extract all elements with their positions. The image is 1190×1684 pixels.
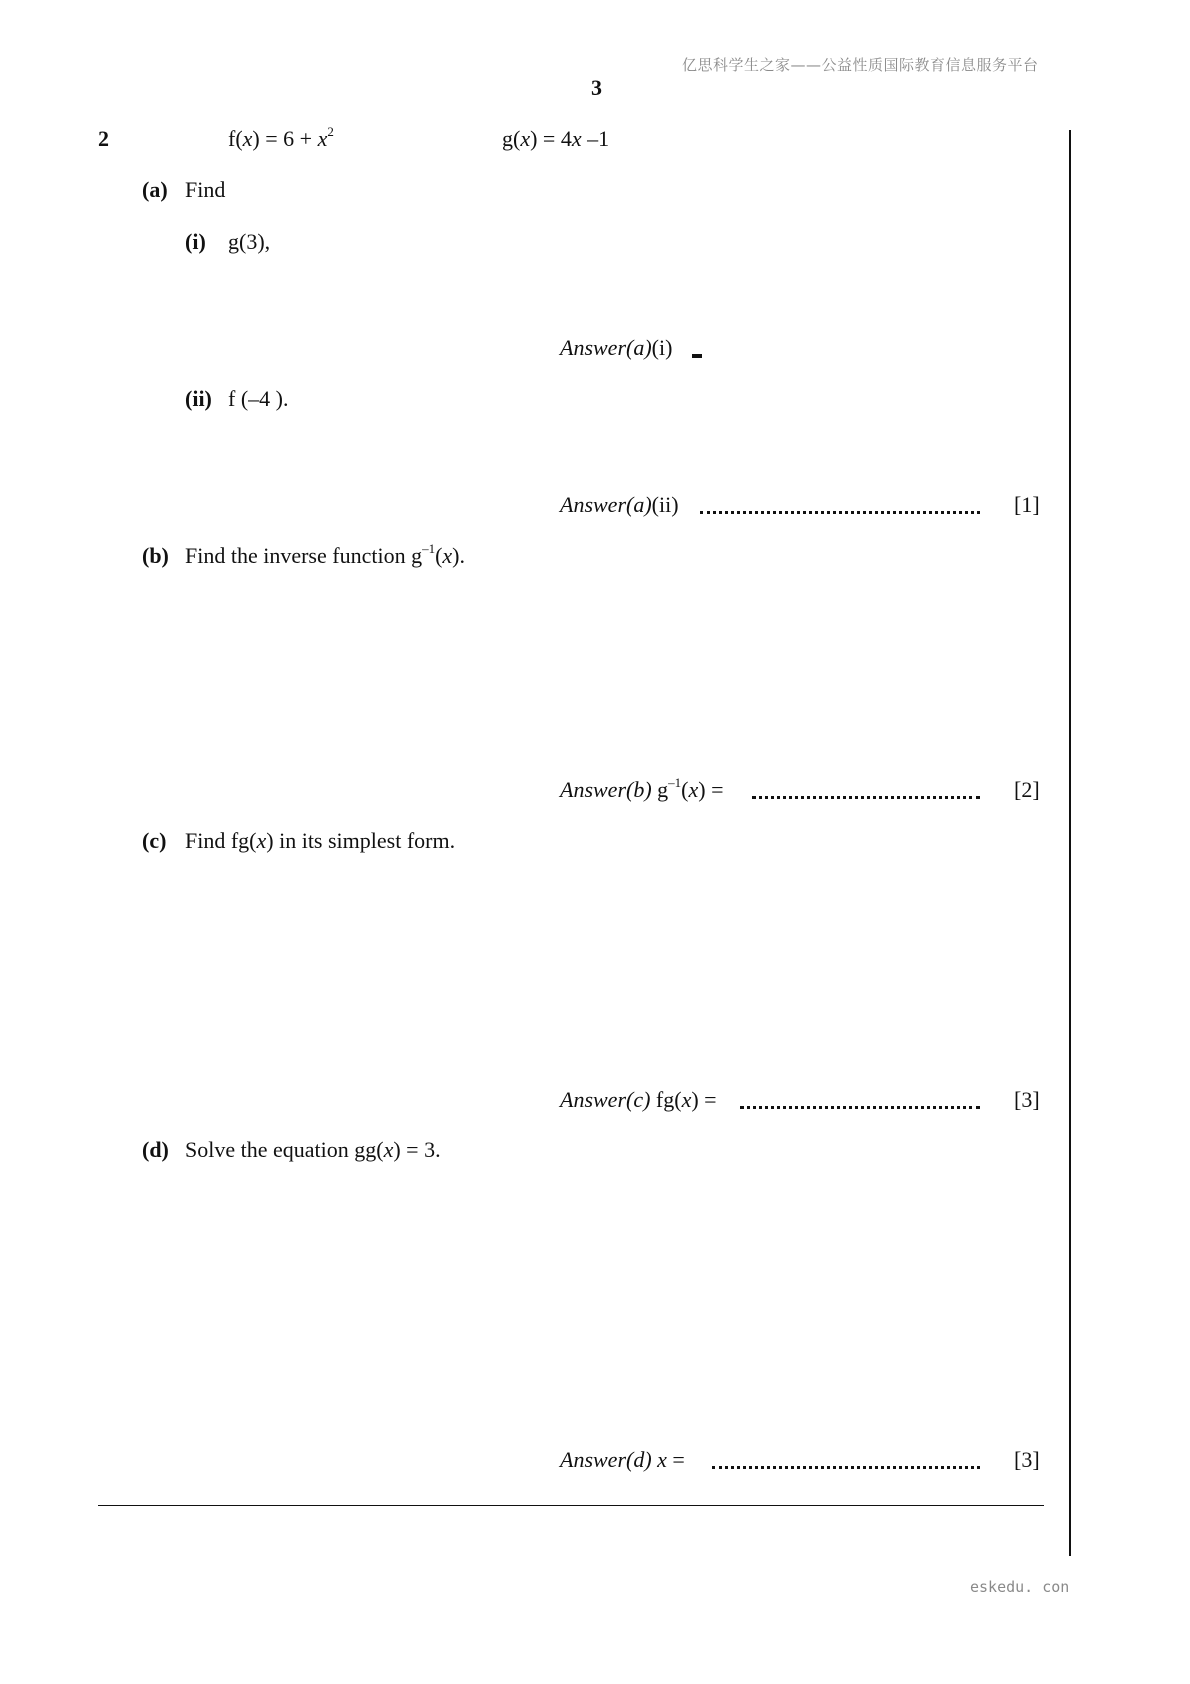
answer-b-label: Answer(b) $g^{-1}(x)$ = <box>560 774 724 802</box>
header-watermark: 亿思科学生之家——公益性质国际教育信息服务平台 <box>682 56 1039 74</box>
part-d-marks: [3] <box>1014 1447 1040 1472</box>
part-c-marks: [3] <box>1014 1087 1040 1112</box>
footer-site: eskedu. con <box>970 1578 1070 1596</box>
part-a-marks: [1] <box>1014 492 1040 517</box>
part-d-text: Solve the equation gg(x) = 3. <box>185 1137 441 1162</box>
part-a-i-text: g(3), <box>228 229 271 254</box>
part-a-ii-label: (ii) <box>185 386 212 411</box>
part-d-label: (d) <box>142 1137 169 1162</box>
answer-c-label: Answer(c) fg(x) = <box>560 1087 717 1112</box>
answer-a-ii-label: Answer(a)(ii) <box>560 492 679 517</box>
part-b-marks: [2] <box>1014 777 1040 802</box>
answer-a-i-line[interactable] <box>692 354 702 358</box>
answer-a-i-label: Answer(a)(i) <box>560 335 673 360</box>
answer-d-label: Answer(d) x = <box>560 1447 685 1472</box>
part-a-i-label: (i) <box>185 229 206 254</box>
part-b-label: (b) <box>142 543 169 568</box>
answer-c-line[interactable] <box>740 1106 980 1109</box>
page-number: 3 <box>591 75 602 100</box>
part-a-text: Find <box>185 177 226 202</box>
question-number: 2 <box>98 126 109 151</box>
answer-d-line[interactable] <box>712 1466 980 1469</box>
f-definition: $f(x) = 6 + x^2$ <box>228 123 334 151</box>
g-definition: g(x) = 4x –1 <box>502 126 610 151</box>
part-c-text: Find fg(x) in its simplest form. <box>185 828 456 853</box>
right-margin-rule <box>1069 130 1071 1556</box>
part-b-text: Find the inverse function $g^{-1}(x)$. <box>185 540 465 568</box>
part-a-ii-text: f (–4 ). <box>228 386 289 411</box>
bottom-rule <box>98 1505 1044 1506</box>
answer-b-line[interactable] <box>752 796 980 799</box>
part-c-label: (c) <box>142 828 167 853</box>
part-a-label: (a) <box>142 177 168 202</box>
answer-a-ii-line[interactable] <box>700 511 980 514</box>
